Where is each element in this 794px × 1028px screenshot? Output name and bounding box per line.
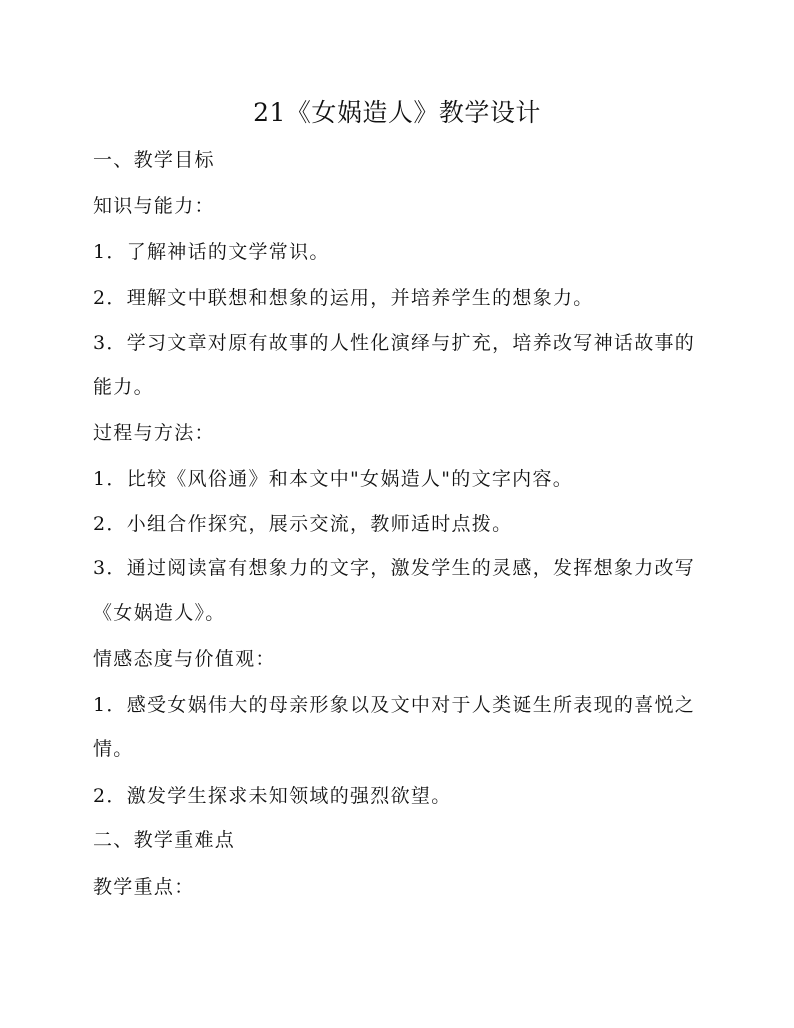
list-item: 3．通过阅读富有想象力的文字，激发学生的灵感，发挥想象力改写 xyxy=(93,557,696,579)
subsection-label-knowledge-ability: 知识与能力： xyxy=(93,195,215,217)
list-item: 2．小组合作探究，展示交流，教师适时点拨。 xyxy=(93,513,513,535)
subsection-label-emotion-values: 情感态度与价值观： xyxy=(93,648,276,670)
subsection-label-focus: 教学重点： xyxy=(93,876,195,898)
section-heading-objectives: 一、教学目标 xyxy=(93,149,215,171)
list-item: 2．理解文中联想和想象的运用，并培养学生的想象力。 xyxy=(93,287,594,309)
list-item: 1．感受女娲伟大的母亲形象以及文中对于人类诞生所表现的喜悦之 xyxy=(93,694,696,716)
list-item-continuation: 情。 xyxy=(93,738,134,760)
list-item: 2．激发学生探求未知领域的强烈欲望。 xyxy=(93,785,452,807)
subsection-label-process-method: 过程与方法： xyxy=(93,422,215,444)
list-item: 1．了解神话的文学常识。 xyxy=(93,241,330,263)
list-item-continuation: 能力。 xyxy=(93,376,154,398)
list-item: 1．比较《风俗通》和本文中"女娲造人"的文字内容。 xyxy=(93,468,574,490)
section-heading-key-points: 二、教学重难点 xyxy=(93,829,236,851)
document-title: 21《女娲造人》教学设计 xyxy=(253,98,541,127)
list-item-continuation: 《女娲造人》。 xyxy=(93,602,226,624)
list-item: 3．学习文章对原有故事的人性化演绎与扩充，培养改写神话故事的 xyxy=(93,332,696,354)
